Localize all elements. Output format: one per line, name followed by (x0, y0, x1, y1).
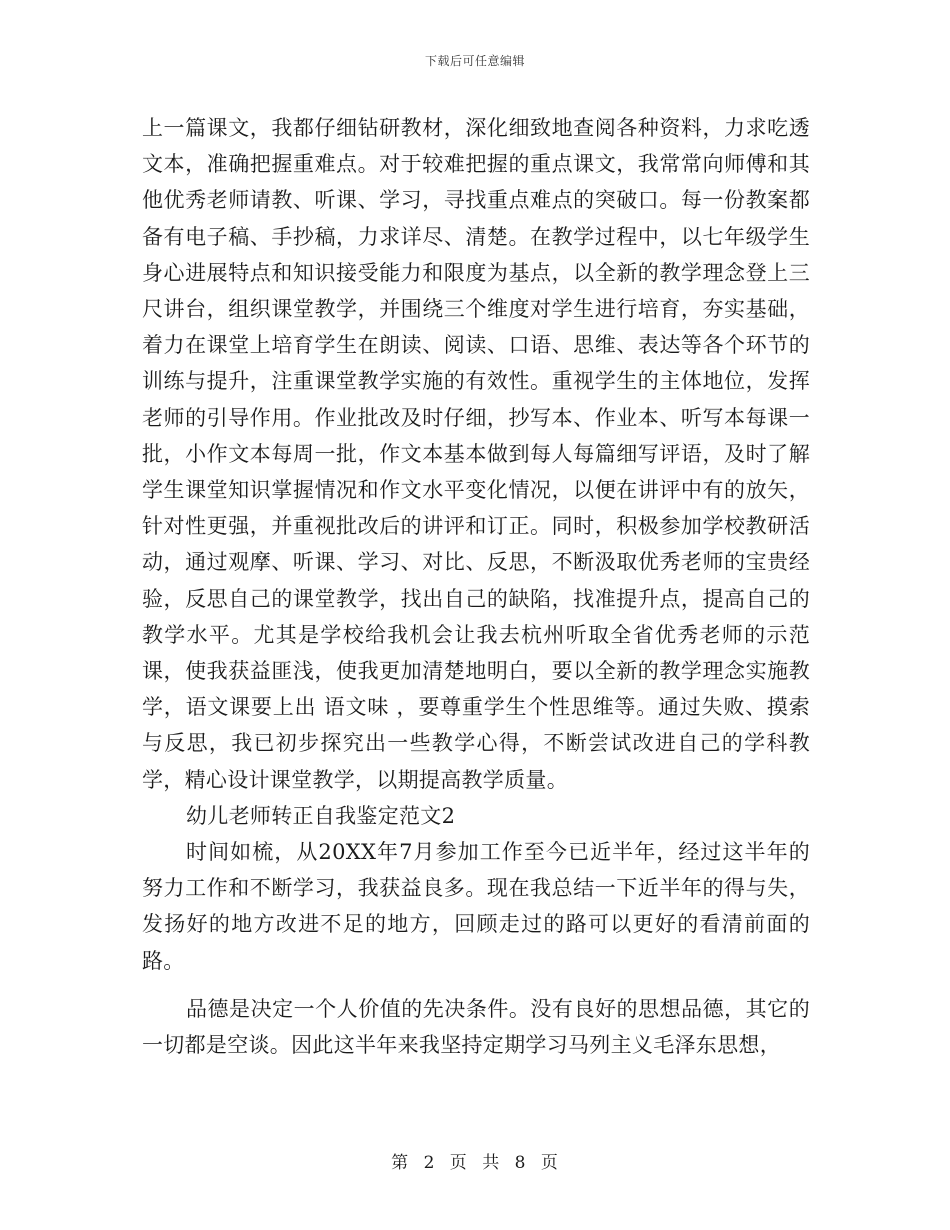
page-header: 下载后可任意编辑 (424, 54, 525, 68)
body-paragraph-1: 上一篇课文，我都仔细钻研教材，深化细致地查阅各种资料，力求吃透文本，准确把握重难点。对于较难把握的重点课文，我常常向师傅和其他优秀老师请教、听课、学习，寻找重点难点的突破口。每一份教案都备有电子稿、手抄稿，力求详尽、清楚。在教学过程中，以七年级学生身心进展特点和知识接受能力和限度为基点，以全新的教学理念登上三尺讲台，组织课堂教学，并围绕三个维度对学生进行培育，夯实基础，着力在课堂上培育学生在朗读、阅读、口语、思维、表达等各个环节的训练与提升，注重课堂教学实施的有效性。重视学生的主体地位，发挥老师的引导作用。作业批改及时仔细，抄写本、作业本、听写本每课一批，小作文本每周一批，作文本基本做到每人每篇细写评语，及时了解学生课堂知识掌握情况和作文水平变化情况，以便在讲评中有的放矢，针对性更强，并重视批改后的讲评和订正。同时，积极参加学校教研活动，通过观摩、听课、学习、对比、反思，不断汲取优秀老师的宝贵经验，反思自己的课堂教学，找出自己的缺陷，找准提升点，提高自己的教学水平。尤其是学校给我机会让我去杭州听取全省优秀老师的示范课，使我获益匪浅，使我更加清楚地明白，要以全新的教学理念实施教学，语文课要上出 语文味 ，要尊重学生个性思维等。通过失败、摸索与反思，我已初步探究出一些教学心得，不断尝试改进自己的学科教学，精心设计课堂教学，以期提高教学质量。 (142, 116, 810, 792)
page-footer (0, 1148, 950, 1173)
footer-prefix: 第 (391, 1153, 410, 1173)
footer-total-unit: 页 (540, 1153, 559, 1173)
footer-total-prefix: 共 (482, 1153, 501, 1173)
footer-page-unit: 页 (449, 1153, 468, 1173)
document-body (142, 110, 810, 1063)
footer-current-page: 2 (423, 1153, 436, 1173)
footer-total-pages: 8 (514, 1153, 527, 1173)
body-paragraph-3: 品德是决定一个人价值的先决条件。没有良好的思想品德，其它的一切都是空谈。因此这半年来我坚持定期学习马列主义毛泽东思想， (142, 996, 810, 1058)
section-heading: 幼儿老师转正自我鉴定范文2 (186, 803, 456, 828)
body-paragraph-2: 时间如梳，从20XX年7月参加工作至今已近半年，经过这半年的努力工作和不断学习，我获益良多。现在我总结一下近半年的得与失，发扬好的地方改进不足的地方，回顾走过的路可以更好的看清前面的路。 (142, 840, 810, 973)
